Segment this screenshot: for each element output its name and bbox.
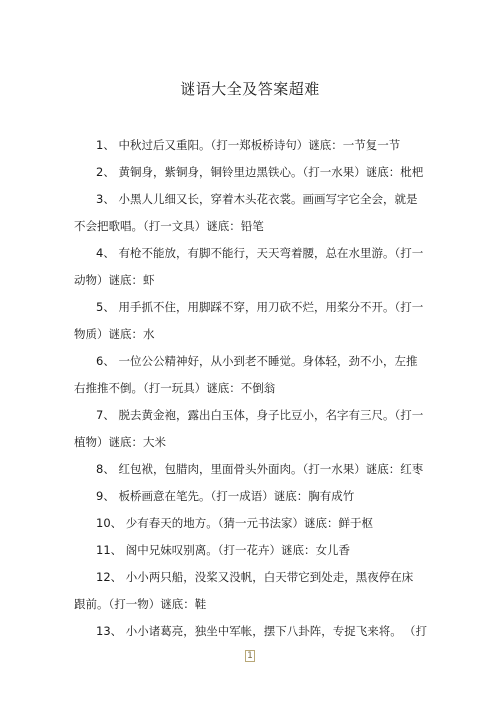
riddle-line: 6、 一位公公精神好，从小到老不睡觉。身体轻，劲不小，左推 [96, 354, 418, 368]
riddle-line: 9、 板桥画意在笔先。（打一成语）谜底：胸有成竹 [96, 489, 355, 503]
riddle-line: 11、 阁中兄妹叹别离。（打一花卉）谜底：女儿香 [96, 543, 351, 557]
riddle-line: 植物）谜底：大米 [74, 435, 166, 449]
riddle-line: 13、 小小诸葛亮，独坐中军帐，摆下八卦阵，专捉飞来将。 [96, 624, 402, 638]
riddle-line: 跟前。（打一物）谜底：鞋 [74, 597, 207, 611]
document-title: 谜语大全及答案超难 [180, 80, 320, 98]
riddle-line: 10、 少有春天的地方。（猜一元书法家）谜底：鲜于枢 [96, 516, 374, 530]
page-number-label: 1 [247, 651, 253, 661]
riddle-line: （打 [404, 624, 427, 638]
riddle-line: 物质）谜底：水 [74, 327, 155, 341]
riddle-line: 8、 红包袱，包腊肉，里面骨头外面肉。（打一水果）谜底：红枣 [96, 462, 424, 476]
page-number [0, 650, 500, 662]
riddle-line: 12、 小小两只船，没桨又没帆，白天带它到处走，黑夜停在床 [96, 570, 414, 584]
riddle-line: 不会把歌唱。（打一文具）谜底：铅笔 [74, 219, 264, 233]
riddle-line: 5、 用手抓不住，用脚踩不穿，用刀砍不烂，用桨分不开。（打一 [96, 300, 424, 314]
riddle-line: 7、 脱去黄金袍，露出白玉体，身子比豆小，名字有三尺。（打一 [96, 408, 424, 422]
riddle-line: 3、 小黑人儿细又长，穿着木头花衣裳。画画写字它全会，就是 [96, 192, 418, 206]
riddle-line: 右推推不倒。（打一玩具）谜底：不倒翁 [74, 381, 276, 395]
riddle-line: 2、 黄铜身，紫铜身，铜铃里边黑铁心。（打一水果）谜底：枇杷 [96, 165, 424, 179]
riddle-line: 动物）谜底：虾 [74, 273, 155, 287]
riddle-line: 1、 中秋过后又重阳。（打一郑板桥诗句）谜底：一节复一节 [96, 138, 401, 152]
riddle-line: 4、 有枪不能放，有脚不能行，天天弯着腰，总在水里游。（打一 [96, 246, 424, 260]
